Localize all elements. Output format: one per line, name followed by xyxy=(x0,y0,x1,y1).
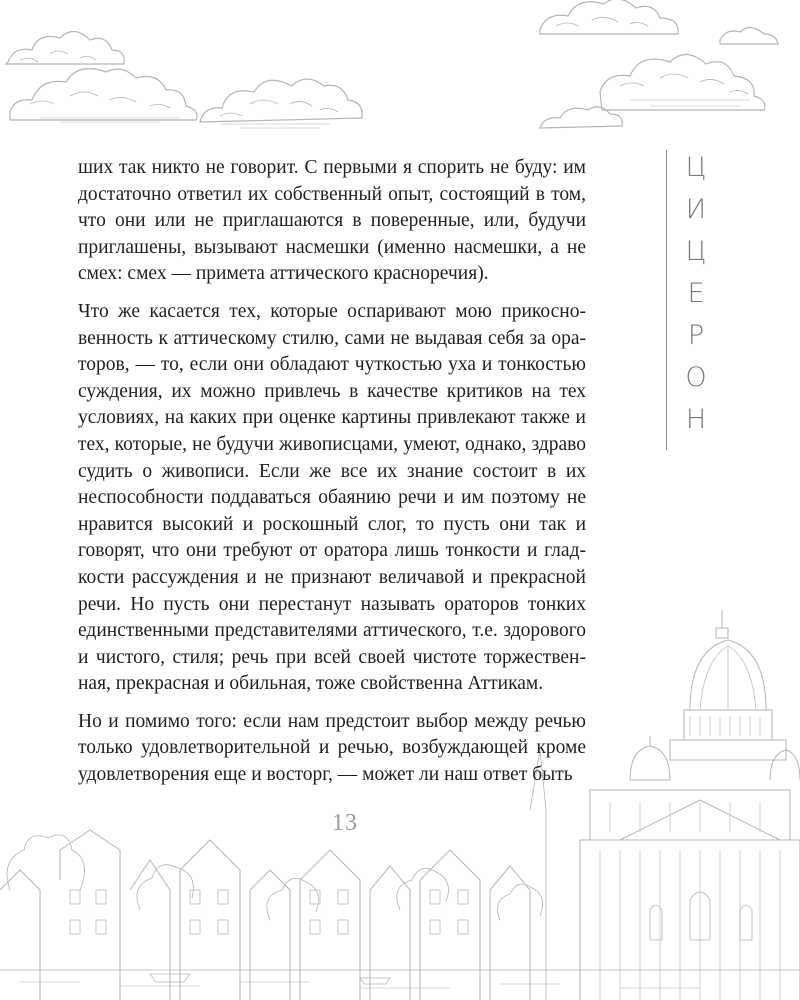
paragraph: ших так никто не говорит. С первыми я спорить не буду: им достаточно ответил их собственный опыт, состоящий в том, что они или не приглашаются в поверенные, или, будучи приглашены, вызывают насмешки (именно насмешки, а не смех: смех — примета аттического красноречия). xyxy=(78,157,586,285)
side-title-letter: И xyxy=(685,194,707,225)
side-title xyxy=(666,150,713,450)
side-title-letter: Р xyxy=(687,320,705,351)
side-title-letter: Н xyxy=(685,404,707,435)
page-number: 13 xyxy=(332,810,358,836)
clouds-illustration xyxy=(0,0,800,140)
side-title-letter: О xyxy=(685,362,707,393)
side-title-letter: Е xyxy=(687,278,705,309)
paragraph: Но и помимо того: если нам предстоит выбор между речью только удовлетворительной и речью, возбуждающей кроме удовлетворения еще и восторг, — может ли наш ответ быть xyxy=(78,710,586,786)
side-title-letter: Ц xyxy=(685,152,707,183)
body-text xyxy=(78,155,586,800)
paragraph: Что же касается тех, которые оспаривают мою прикосновенность к аттическому стилю, сами не выдавая себя за ораторов, — то, если они обладают чуткостью уха и тонкостью суждения, их можно привлечь в качестве критиков на тех условиях, на каких при оценке картины привлекают также и тех, которые, не будучи живописцами, умеют, однако, здраво судить о живописи. Если же все их знание состоит в их неспособности поддаваться обаянию речи и им поэтому не нравится высокий и роскошный слог, то пусть они так и говорят, что они требуют от оратора лишь тонкости и гладкости рассуждения и не признают величавой и прекрасной речи. Но пусть они перестанут называть ораторов тонких единственными представителями аттического, т.е. здорового и чистого, стиля; речь при всей своей чистоте торжественная, прекрасная и обильная, тоже свойственна Аттикам. xyxy=(78,300,586,695)
side-title-letter: Ц xyxy=(685,236,707,267)
